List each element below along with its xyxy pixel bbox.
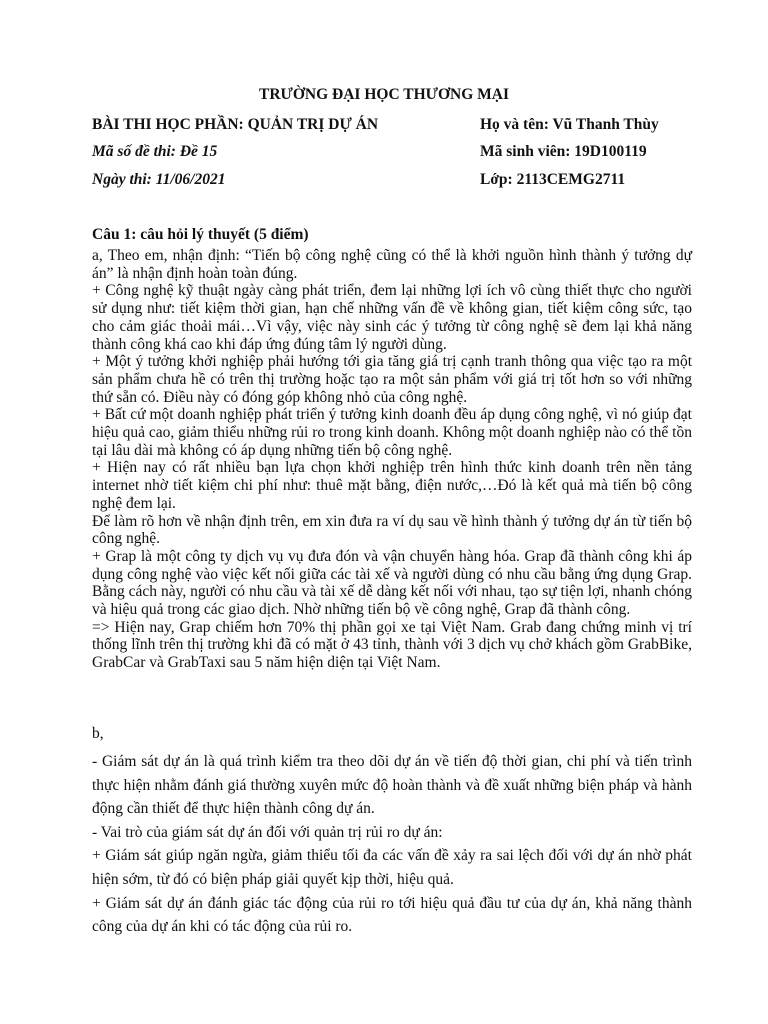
class-code: Lớp: 2113CEMG2711 [480,171,626,188]
paragraph: + Bất cứ một doanh nghiệp phát triển ý tưởng kinh doanh đều áp dụng công nghệ, vì nó giúp đạt hiệu quả cao, giảm thiểu những rủi ro trong kinh doanh. Không một doanh nghiệp nào có thể tồn tại lâu dài mà không có áp dụng những tiến bộ công nghệ. [92,406,692,459]
paragraph: + Hiện nay có rất nhiều bạn lựa chọn khởi nghiệp trên hình thức kinh doanh trên nền tảng internet nhờ tiết kiệm chi phí như: thuê mặt bằng, điện nước,…Đó là kết quả mà tiến bộ công nghệ đem lại. [92,459,692,512]
part-a-body [92,247,692,672]
student-id: Mã sinh viên: 19D100119 [480,143,647,160]
paragraph: a, Theo em, nhận định: “Tiến bộ công nghệ cũng có thể là khởi nguồn hình thành ý tưởng dự án” là nhận định hoàn toàn đúng. [92,247,692,282]
paragraph: + Một ý tưởng khởi nghiệp phải hướng tới gia tăng giá trị cạnh tranh thông qua việc tạo ra một sản phẩm chưa hề có trên thị trường hoặc tạo ra một sản phẩm với giá trị tốt hơn so với những thứ sẵn có. Điều này có đóng góp không nhỏ của công nghệ. [92,353,692,406]
paragraph: => Hiện nay, Grap chiếm hơn 70% thị phần gọi xe tại Việt Nam. Grab đang chứng minh vị trí thống lĩnh trên thị trường khi đã có mặt ở 43 tỉnh, thành với 3 dịch vụ chở khách gồm GrabBike, GrabCar và GrabTaxi sau 5 năm hiện diện tại Việt Nam. [92,618,692,672]
exam-code: Mã số đề thi: Đề 15 [92,143,218,160]
paragraph: + Giám sát giúp ngăn ngừa, giảm thiểu tối đa các vấn đề xảy ra sai lệch đối với dự án nhờ phát hiện sớm, từ đó có biện pháp giải quyết kịp thời, hiệu quả. [92,847,692,888]
paragraph: - Giám sát dự án là quá trình kiểm tra theo dõi dự án về tiến độ thời gian, chi phí và tiến trình thực hiện nhằm đánh giá thường xuyên mức độ hoàn thành và đề xuất những biện pháp và hành động cần thiết để thực hiện thành công dự án. [92,753,692,818]
paragraph: Để làm rõ hơn về nhận định trên, em xin đưa ra ví dụ sau về hình thành ý tưởng dự án từ tiến bộ công nghệ. [92,512,692,548]
paragraph: + Công nghệ kỹ thuật ngày càng phát triển, đem lại những lợi ích vô cùng thiết thực cho người sử dụng như: tiết kiệm thời gian, hạn chế những vấn đề về không gian, tiết kiệm công sức, tạo cho cảm giác thoải mái…Vì vậy, việc này sinh các ý tưởng từ công nghệ sẽ đem lại khả năng thành công khá cao khi đáp ứng đúng tâm lý người dùng. [92,282,692,353]
exam-title: BÀI THI HỌC PHẦN: QUẢN TRỊ DỰ ÁN [92,116,379,133]
school-title: TRƯỜNG ĐẠI HỌC THƯƠNG MẠI [258,86,509,103]
question-title: Câu 1: câu hỏi lý thuyết (5 điểm) [92,226,309,243]
paragraph: - Vai trò của giám sát dự án đối với quản trị rủi ro dự án: [92,823,443,841]
paragraph: + Grap là một công ty dịch vụ vụ đưa đón và vận chuyển hàng hóa. Grap đã thành công khi áp dụng công nghệ vào việc kết nối giữa các tài xế và người dùng có nhu cầu bằng ứng dụng Grap. Bằng cách này, người có nhu cầu và tài xế dễ dàng kết nối với nhau, tạo sự tiện lợi, nhanh chóng và hiệu quả trong các giao dịch. Nhờ những tiến bộ về công nghệ, Grap đã thành công. [92,547,692,619]
exam-date: Ngày thi: 11/06/2021 [92,171,226,188]
student-name: Họ và tên: Vũ Thanh Thùy [480,116,659,133]
part-b-label: b, [92,725,104,742]
paragraph: + Giám sát dự án đánh giác tác động của rủi ro tới hiệu quả đầu tư của dự án, khả năng thành công của dự án khi có tác động của rủi ro. [92,894,692,936]
part-b-body [92,725,692,939]
